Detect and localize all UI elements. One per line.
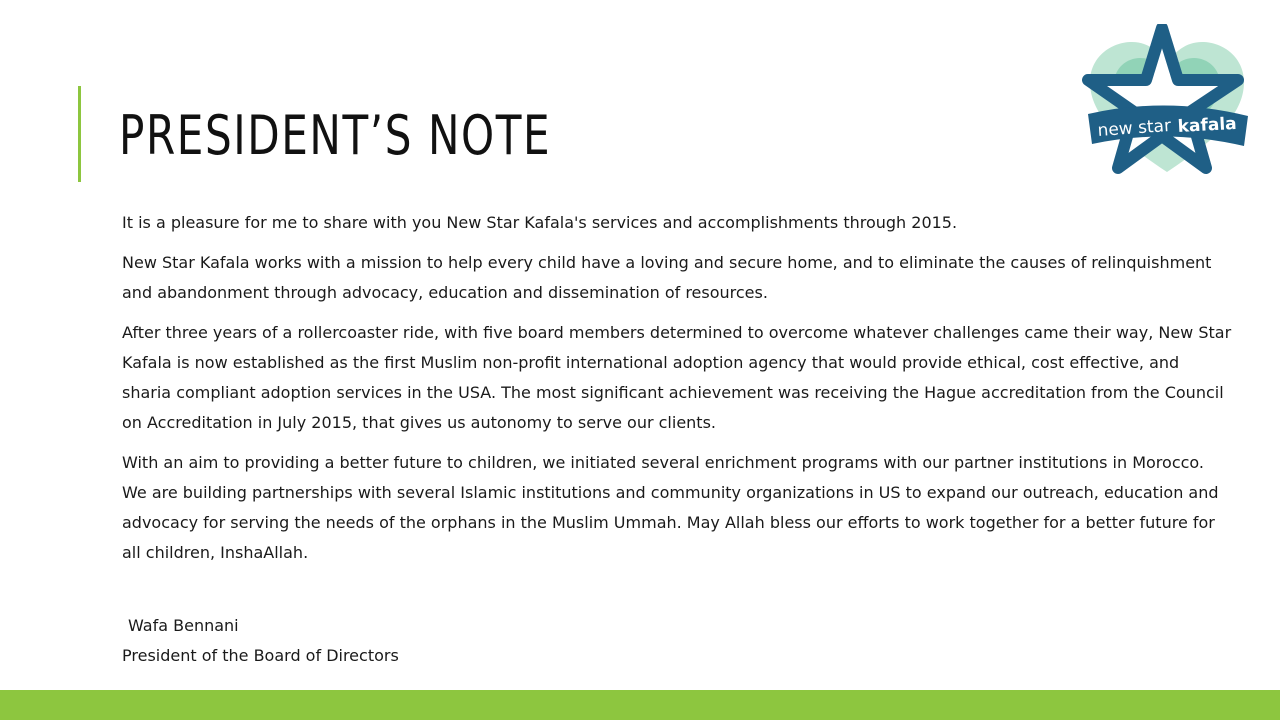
title-accent-line	[78, 86, 81, 182]
bottom-accent-bar	[0, 690, 1280, 720]
signature-block	[122, 611, 399, 671]
logo-text-kafala: kafala	[1177, 113, 1238, 137]
page-title: PRESIDENT’S NOTE	[119, 104, 552, 167]
paragraph-mission: New Star Kafala works with a mission to help every child have a loving and secure home, and to eliminate the causes of relinquishment and abandonment through advocacy, education and dissemination of resources.	[122, 253, 1212, 302]
new-star-kafala-logo	[1082, 24, 1252, 180]
paragraph-programs: With an aim to providing a better future to children, we initiated several enrichment programs with our partner institutions in Morocco. We are building partnerships with several Islamic institutions and community organizations in US to expand our outreach, education and advocacy for serving the needs of the orphans in the Muslim Ummah. May Allah bless our efforts to work together for a better future for all children, InshaAllah.	[122, 453, 1219, 562]
paragraph-accreditation: After three years of a rollercoaster ride, with five board members determined to overcome whatever challenges came their way, New Star Kafala is now established as the first Muslim non-profit international adoption agency that would provide ethical, cost effective, and sharia compliant adoption services in the USA. The most significant achievement was receiving the Hague accreditation from the Council on Accreditation in July 2015, that gives us autonomy to serve our clients.	[122, 323, 1232, 432]
paragraph-intro: It is a pleasure for me to share with you New Star Kafala's services and accomplishments through 2015.	[122, 213, 958, 232]
president-note-body	[122, 208, 1232, 578]
signature-name: Wafa Bennani	[128, 616, 239, 635]
logo-text-new-star: new star	[1096, 115, 1172, 141]
signature-role: President of the Board of Directors	[122, 646, 399, 665]
